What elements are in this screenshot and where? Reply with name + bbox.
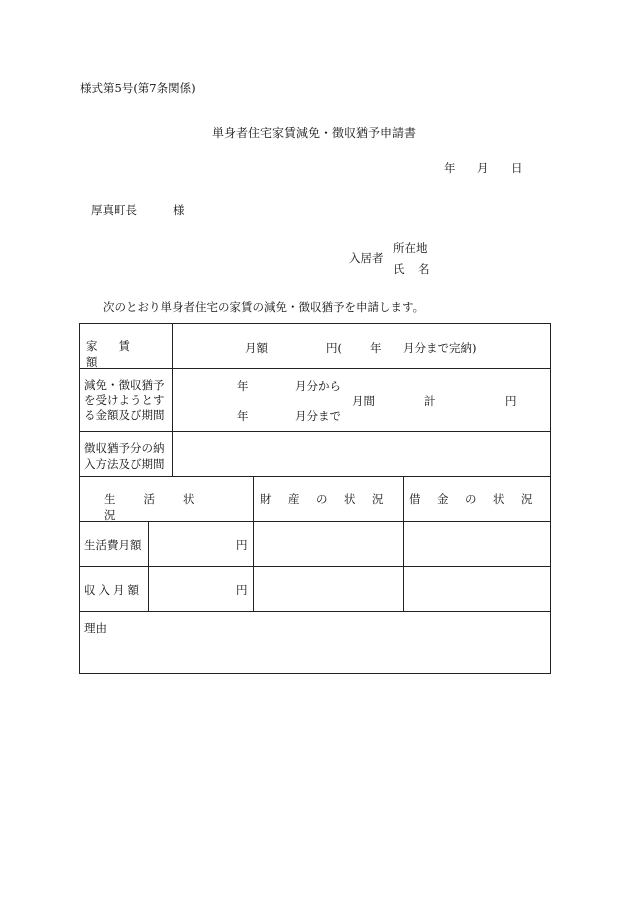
name-label-1: 氏 [393,262,405,276]
date-year: 年 [444,161,456,175]
income-yen: 円 [236,583,248,597]
rent-yen: 円( [326,341,342,355]
rent-year: 年 [370,341,382,355]
header-debts [409,491,549,507]
period-year-from: 年 [237,379,249,393]
header-living [104,491,232,523]
period-month-to: 月分まで [295,409,341,423]
living-cost-label: 生活費月額 [84,538,142,552]
payment-label-line-2: 入方法及び期間 [84,457,165,471]
form-number: 様式第5号(第7条関係) [80,81,196,95]
addressee-honorific: 様 [173,203,185,217]
period-yen: 円 [505,394,517,408]
rent-monthly: 月額 [245,341,268,355]
period-year-to: 年 [237,409,249,423]
period-label [84,378,165,423]
rent-label-chars: 家賃額 [86,339,151,369]
rent-until: 月分まで完納) [403,341,477,355]
rent-label-text [86,338,166,370]
intro-text: 次のとおり単身者住宅の家賃の減免・徴収猶予を申請します。 [103,300,425,314]
period-label-line-3: る金額及び期間 [84,408,165,422]
payment-label-line-1: 徴収猶予分の納 [84,441,165,455]
date-day: 日 [511,161,523,175]
name-label-2: 名 [418,262,430,276]
rent-label [86,338,166,370]
period-label-line-2: を受けようとす [84,393,165,407]
period-months: 月間 [352,394,375,408]
living-cost-yen: 円 [236,538,248,552]
reason-label: 理由 [84,621,107,635]
period-month-from: 月分から [295,379,341,393]
period-label-line-1: 減免・徴収猶予 [84,378,165,392]
header-debts-text: 借金の状況 [409,492,549,506]
header-living-text: 生活状況 [104,492,223,522]
header-assets-text: 財産の状況 [260,492,400,506]
address-label: 所在地 [393,241,428,255]
header-assets [260,491,400,507]
income-label: 収入月額 [84,583,142,597]
period-total: 計 [424,394,436,408]
document-title: 単身者住宅家賃減免・徴収猶予申請書 [212,126,417,140]
addressee-name: 厚真町長 [91,203,137,217]
payment-label [84,440,165,472]
date-month: 月 [477,161,489,175]
applicant-label: 入居者 [349,251,384,265]
